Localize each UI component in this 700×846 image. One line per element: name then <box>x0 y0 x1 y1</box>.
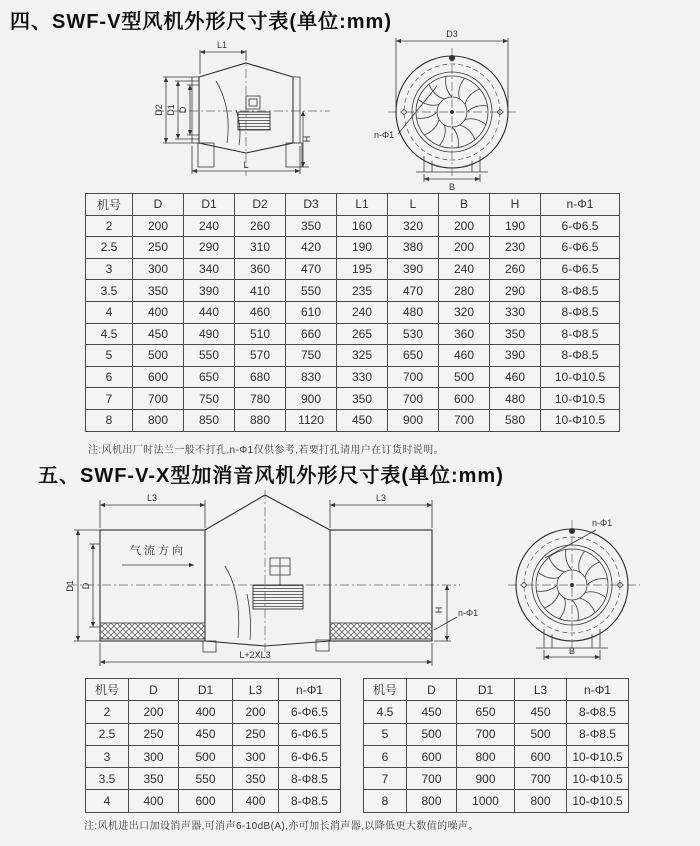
table-cell: 6-Φ6.5 <box>541 237 620 259</box>
table-cell: 450 <box>337 409 388 431</box>
table-cell: 450 <box>133 323 184 345</box>
table-cell: 580 <box>490 409 541 431</box>
silencer-fan-side-view <box>65 490 478 666</box>
table-cell: 1120 <box>286 409 337 431</box>
table-cell: 400 <box>129 790 179 812</box>
column-header: n-Φ1 <box>567 679 629 701</box>
silencer-fan-front-view <box>508 518 640 660</box>
table-cell: 4 <box>86 790 129 812</box>
table-cell: 350 <box>490 323 541 345</box>
table-cell: 460 <box>490 366 541 388</box>
table-cell: 320 <box>388 215 439 237</box>
column-header: n-Φ1 <box>279 679 341 701</box>
table-row <box>86 701 341 723</box>
left-foot <box>198 143 214 167</box>
table-cell: 700 <box>388 366 439 388</box>
column-header: D2 <box>235 194 286 216</box>
table-cell: 410 <box>235 280 286 302</box>
table-cell: 850 <box>184 409 235 431</box>
table-cell: 160 <box>337 215 388 237</box>
column-header: D1 <box>184 194 235 216</box>
table-cell: 8 <box>86 409 133 431</box>
swf-v-x-dimension-drawing <box>0 488 700 678</box>
junction-box <box>246 96 260 109</box>
table-cell: 10-Φ10.5 <box>567 745 629 767</box>
table-cell: 260 <box>490 258 541 280</box>
table-cell: 610 <box>286 301 337 323</box>
table-cell: 360 <box>235 258 286 280</box>
table-cell: 550 <box>184 345 235 367</box>
table-header-row <box>364 679 629 701</box>
section5-heading: 五、SWF-V-X型加消音风机外形尺寸表(单位:mm) <box>38 465 504 487</box>
column-header: D3 <box>286 194 337 216</box>
column-header: D <box>133 194 184 216</box>
table-cell: 8-Φ8.5 <box>567 701 629 723</box>
column-header: D <box>129 679 179 701</box>
table-cell: 490 <box>184 323 235 345</box>
table-cell: 750 <box>286 345 337 367</box>
table-cell: 6-Φ6.5 <box>541 215 620 237</box>
table-cell: 830 <box>286 366 337 388</box>
table-cell: 6-Φ6.5 <box>279 745 341 767</box>
table-cell: 8-Φ8.5 <box>567 723 629 745</box>
dim-label-D1: D1 <box>166 104 176 116</box>
table-cell: 700 <box>515 768 567 790</box>
table-cell: 8-Φ8.5 <box>541 323 620 345</box>
table-cell: 300 <box>233 745 279 767</box>
section4-note: 注:风机出厂时法兰一般不打孔,n-Φ1仅供参考,若要打孔请用户在订货时说明。 <box>88 445 444 456</box>
table-cell: 280 <box>439 280 490 302</box>
table-cell: 250 <box>133 237 184 259</box>
table-cell: 2 <box>86 701 129 723</box>
table-cell: 450 <box>179 723 233 745</box>
table-cell: 480 <box>490 388 541 410</box>
table-cell: 240 <box>184 215 235 237</box>
table-cell: 700 <box>407 768 457 790</box>
table-cell: 200 <box>233 701 279 723</box>
dim-label-H: H <box>302 135 312 143</box>
table-cell: 480 <box>388 301 439 323</box>
table-cell: 7 <box>86 388 133 410</box>
table-cell: 200 <box>133 215 184 237</box>
dim-label-D1: D1 <box>65 580 75 592</box>
table-cell: 8 <box>364 790 407 812</box>
table-cell: 900 <box>457 768 515 790</box>
column-header: 机号 <box>86 194 133 216</box>
table-row <box>86 280 620 302</box>
table-cell: 200 <box>439 215 490 237</box>
table-cell: 6-Φ6.5 <box>279 723 341 745</box>
table-cell: 195 <box>337 258 388 280</box>
guide-vane-line <box>247 594 251 640</box>
table-row <box>86 345 620 367</box>
table-cell: 400 <box>233 790 279 812</box>
table-cell: 800 <box>133 409 184 431</box>
table-cell: 650 <box>457 701 515 723</box>
table-row <box>364 745 629 767</box>
table-cell: 230 <box>490 237 541 259</box>
table-cell: 8-Φ8.5 <box>541 301 620 323</box>
table-cell: 550 <box>286 280 337 302</box>
table-cell: 460 <box>235 301 286 323</box>
dim-label-L3-right: L3 <box>375 493 387 503</box>
section4-heading: 四、SWF-V型风机外形尺寸表(单位:mm) <box>10 11 392 33</box>
table-cell: 400 <box>179 701 233 723</box>
table-cell: 350 <box>233 768 279 790</box>
column-header: L3 <box>515 679 567 701</box>
table-cell: 1000 <box>457 790 515 812</box>
swf-v-dimension-drawing <box>0 26 700 196</box>
table-cell: 800 <box>457 745 515 767</box>
table-cell: 8-Φ8.5 <box>279 790 341 812</box>
table-cell: 8-Φ8.5 <box>541 280 620 302</box>
table-cell: 440 <box>184 301 235 323</box>
table-row <box>86 301 620 323</box>
table-cell: 470 <box>388 280 439 302</box>
dim-label-D2: D2 <box>154 104 164 116</box>
table-cell: 390 <box>388 258 439 280</box>
table-cell: 10-Φ10.5 <box>567 768 629 790</box>
column-header: n-Φ1 <box>541 194 620 216</box>
table-cell: 800 <box>407 790 457 812</box>
table-cell: 2 <box>86 215 133 237</box>
table-cell: 200 <box>129 701 179 723</box>
table-cell: 450 <box>515 701 567 723</box>
table-cell: 320 <box>439 301 490 323</box>
table-cell: 650 <box>184 366 235 388</box>
table-row <box>86 258 620 280</box>
table-cell: 3 <box>86 745 129 767</box>
table-cell: 250 <box>129 723 179 745</box>
inlet-cone-line <box>225 566 239 638</box>
table-cell: 300 <box>133 258 184 280</box>
table-cell: 265 <box>337 323 388 345</box>
left-foot <box>203 641 216 652</box>
table-cell: 470 <box>286 258 337 280</box>
table-cell: 900 <box>286 388 337 410</box>
table-cell: 750 <box>184 388 235 410</box>
table-row <box>364 701 629 723</box>
column-header: L <box>388 194 439 216</box>
dim-label-n-hole-front: n-Φ1 <box>592 518 613 528</box>
right-silencer-liner <box>330 623 432 639</box>
fan-side-view <box>154 40 330 176</box>
table-cell: 350 <box>286 215 337 237</box>
table-cell: 6-Φ6.5 <box>279 701 341 723</box>
table-cell: 450 <box>407 701 457 723</box>
dim-label-L: L <box>243 160 249 170</box>
table-cell: 360 <box>439 323 490 345</box>
table-cell: 420 <box>286 237 337 259</box>
motor <box>253 585 303 609</box>
table-cell: 290 <box>184 237 235 259</box>
table-cell: 8-Φ8.5 <box>541 345 620 367</box>
table-cell: 600 <box>439 388 490 410</box>
table-cell: 600 <box>133 366 184 388</box>
swf-v-dimension-table <box>85 193 620 432</box>
table-cell: 5 <box>86 345 133 367</box>
table-cell: 900 <box>388 409 439 431</box>
table-cell: 200 <box>439 237 490 259</box>
dim-label-D: D <box>178 106 188 114</box>
table-cell: 700 <box>457 723 515 745</box>
table-cell: 700 <box>133 388 184 410</box>
junction-box-inner <box>249 99 257 106</box>
table-cell: 400 <box>133 301 184 323</box>
section5-note: 注:风机进出口加设消声器,可消声6-10dB(A),亦可加长消声器,以降低更大数值的噪声。 <box>84 821 479 832</box>
table-cell: 500 <box>179 745 233 767</box>
table-cell: 2.5 <box>86 237 133 259</box>
table-cell: 350 <box>129 768 179 790</box>
column-header: H <box>490 194 541 216</box>
motor <box>238 112 270 130</box>
table-cell: 660 <box>286 323 337 345</box>
table-cell: 190 <box>337 237 388 259</box>
table-row <box>86 215 620 237</box>
dim-label-L1: L1 <box>216 40 228 50</box>
swf-v-x-table-small-sizes <box>85 678 341 813</box>
table-row <box>86 388 620 410</box>
table-row <box>86 790 341 812</box>
table-cell: 4 <box>86 301 133 323</box>
table-cell: 390 <box>490 345 541 367</box>
table-cell: 510 <box>235 323 286 345</box>
table-cell: 330 <box>490 301 541 323</box>
table-cell: 6 <box>86 366 133 388</box>
table-cell: 330 <box>337 366 388 388</box>
table-row <box>86 409 620 431</box>
table-cell: 8-Φ8.5 <box>279 768 341 790</box>
column-header: L1 <box>337 194 388 216</box>
top-bolt <box>569 528 575 534</box>
table-cell: 3.5 <box>86 280 133 302</box>
table-cell: 310 <box>235 237 286 259</box>
table-cell: 350 <box>133 280 184 302</box>
table-cell: 300 <box>129 745 179 767</box>
table-row <box>86 723 341 745</box>
top-bolt <box>449 55 455 61</box>
table-row <box>364 768 629 790</box>
table-cell: 240 <box>439 258 490 280</box>
fan-front-view <box>374 29 516 192</box>
column-header: L3 <box>233 679 279 701</box>
table-cell: 240 <box>337 301 388 323</box>
table-cell: 500 <box>133 345 184 367</box>
table-cell: 500 <box>407 723 457 745</box>
fan-body-top <box>205 495 330 530</box>
column-header: 机号 <box>364 679 407 701</box>
table-cell: 600 <box>407 745 457 767</box>
table-cell: 10-Φ10.5 <box>541 388 620 410</box>
table-cell: 325 <box>337 345 388 367</box>
table-cell: 700 <box>388 388 439 410</box>
table-cell: 350 <box>337 388 388 410</box>
table-cell: 500 <box>515 723 567 745</box>
table-cell: 800 <box>515 790 567 812</box>
table-cell: 880 <box>235 409 286 431</box>
swf-v-x-table-large-sizes <box>363 678 629 813</box>
table-cell: 530 <box>388 323 439 345</box>
dim-label-D3: D3 <box>446 29 458 39</box>
column-header: B <box>439 194 490 216</box>
table-cell: 600 <box>179 790 233 812</box>
table-cell: 4.5 <box>364 701 407 723</box>
table-row <box>86 745 341 767</box>
table-cell: 10-Φ10.5 <box>567 790 629 812</box>
table-row <box>364 790 629 812</box>
table-cell: 680 <box>235 366 286 388</box>
table-cell: 500 <box>439 366 490 388</box>
table-cell: 550 <box>179 768 233 790</box>
table-row <box>364 723 629 745</box>
dim-label-H: H <box>434 606 444 614</box>
dim-label-total-length: L+2XL3 <box>239 650 271 660</box>
outlet-flange <box>293 77 300 143</box>
table-cell: 250 <box>233 723 279 745</box>
airflow-direction-label: 气流方向 <box>130 545 186 557</box>
table-header-row <box>86 679 341 701</box>
left-silencer-liner <box>100 623 205 639</box>
table-cell: 290 <box>490 280 541 302</box>
table-cell: 3 <box>86 258 133 280</box>
dim-label-B: B <box>448 182 456 192</box>
table-header-row <box>86 194 620 216</box>
table-cell: 10-Φ10.5 <box>541 366 620 388</box>
table-cell: 6 <box>364 745 407 767</box>
column-header: D1 <box>457 679 515 701</box>
table-cell: 3.5 <box>86 768 129 790</box>
table-cell: 570 <box>235 345 286 367</box>
table-row <box>86 768 341 790</box>
dim-label-n-hole: n-Φ1 <box>374 130 395 140</box>
table-cell: 460 <box>439 345 490 367</box>
inlet-flange <box>192 77 199 143</box>
table-cell: 700 <box>439 409 490 431</box>
table-cell: 5 <box>364 723 407 745</box>
fan-body-bottom <box>205 641 330 646</box>
table-row <box>86 237 620 259</box>
table-cell: 780 <box>235 388 286 410</box>
dim-label-D: D <box>81 582 91 590</box>
table-cell: 390 <box>184 280 235 302</box>
table-cell: 7 <box>364 768 407 790</box>
dim-label-n-hole-side: n-Φ1 <box>458 608 479 618</box>
dim-label-B: B <box>568 646 576 656</box>
column-header: D <box>407 679 457 701</box>
table-cell: 10-Φ10.5 <box>541 409 620 431</box>
table-cell: 235 <box>337 280 388 302</box>
dim-label-L3-left: L3 <box>146 493 158 503</box>
column-header: D1 <box>179 679 233 701</box>
table-cell: 2.5 <box>86 723 129 745</box>
table-cell: 600 <box>515 745 567 767</box>
table-cell: 380 <box>388 237 439 259</box>
table-row <box>86 323 620 345</box>
table-cell: 190 <box>490 215 541 237</box>
table-cell: 4.5 <box>86 323 133 345</box>
table-cell: 6-Φ6.5 <box>541 258 620 280</box>
table-cell: 650 <box>388 345 439 367</box>
inlet-cone-line <box>216 81 228 143</box>
column-header: 机号 <box>86 679 129 701</box>
table-cell: 340 <box>184 258 235 280</box>
table-row <box>86 366 620 388</box>
table-cell: 260 <box>235 215 286 237</box>
